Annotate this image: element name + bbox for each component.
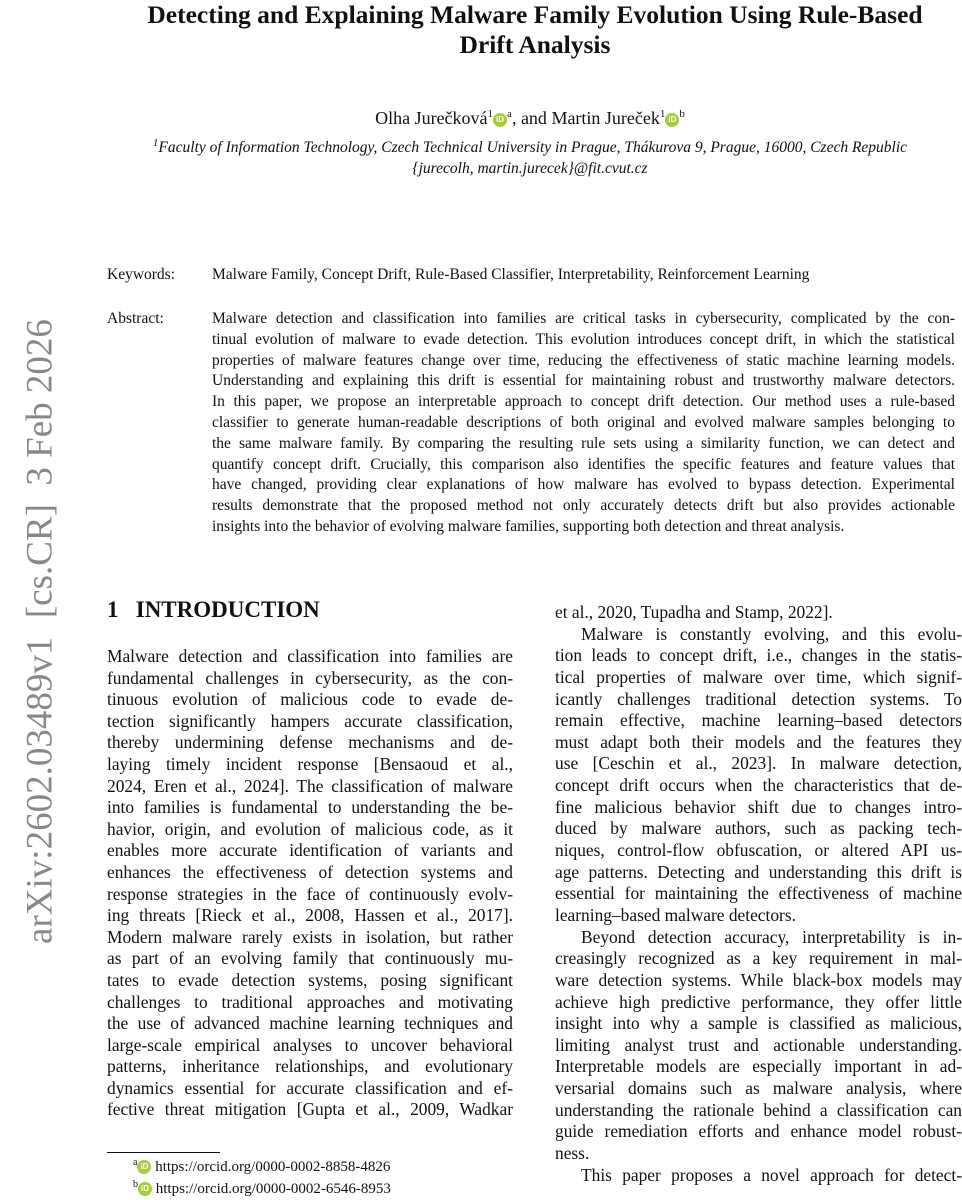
text-line: challenges to traditional approaches and motivating (107, 991, 513, 1012)
text-line: creasingly recognized as a key requirement in mal- (555, 948, 962, 969)
orcid-icon[interactable]: iD (493, 113, 507, 127)
text-line: must adapt both their models and the features they (555, 731, 962, 752)
orcid-link[interactable]: https://orcid.org/0000-0002-8858-4826 (155, 1159, 391, 1175)
text-line: Malware is constantly evolving, and this evolu- (581, 623, 962, 644)
orcid-icon: iD (137, 1160, 151, 1174)
text-line: results demonstrate that the proposed method not only accurately detects drift but also provides actionable (212, 497, 955, 515)
text-line: tinuous evolution of malicious code to evade de- (107, 689, 513, 710)
text-line: enhances the effectiveness of detection systems and (107, 861, 513, 882)
text-line: fine malicious behavior shift due to changes intro- (555, 796, 962, 817)
text-line: properties of malware features change over time, reducing the effectiveness of static machine learning models. (212, 351, 955, 369)
text-line: In this paper, we propose an interpretable approach to concept drift detection. Our method uses a rule-based (212, 393, 955, 411)
left-column-body (107, 646, 513, 1121)
text-line: thereby undermining defense mechanisms and de- (107, 732, 513, 753)
paper-title (100, 0, 962, 60)
affiliation-mark: 1 (152, 137, 159, 149)
text-line: fective threat mitigation [Gupta et al., 2009, Wadkar (107, 1099, 513, 1120)
author-name: Martin Jureček (551, 108, 660, 128)
text-line: tection significantly hampers accurate classification, (107, 710, 513, 731)
text-line: Understanding and explaining this drift is essential for maintaining robust and trustworthy malware detectors. (212, 372, 955, 390)
abstract-text (212, 309, 955, 538)
text-line: concept drift occurs when the characteristics that de- (555, 775, 962, 796)
text-line: Modern malware rarely exists in isolation, but rather (107, 926, 513, 947)
text-line: niques, control-flow obfuscation, or altered API us- (555, 840, 962, 861)
footnote (133, 1157, 390, 1176)
text-line: Beyond detection accuracy, interpretability is in- (581, 926, 962, 947)
text-line: quantify concept drift. Crucially, this comparison also identifies the specific features and feature values that (212, 455, 955, 473)
text-line: tical properties of malware over time, which signif- (555, 666, 962, 687)
text-line: large-scale empirical analyses to uncover behavioral (107, 1034, 513, 1055)
author-line (100, 108, 960, 129)
footnote (133, 1179, 391, 1198)
arxiv-stamp: arXiv:2602.03489v1 [cs.CR] 3 Feb 2026 (19, 319, 61, 944)
text-line: tion leads to concept drift, i.e., changes in the statis- (555, 645, 962, 666)
section-number: 1 (107, 597, 119, 622)
author-emails: {jurecolh, martin.jurecek}@fit.cvut.cz (412, 160, 648, 178)
text-line: essential for maintaining the effectiveness of machine (555, 883, 962, 904)
text-line: tinual evolution of malware to evade detection. This evolution introduces concept drift, in which the statistical (212, 330, 955, 348)
section-heading (107, 597, 320, 623)
text-line: Interpretable models are especially important in ad- (555, 1056, 962, 1077)
text-line: understanding the rationale behind a classification can (555, 1099, 962, 1120)
text-line: havior, origin, and evolution of malicious code, as it (107, 818, 513, 839)
text-line: Malware detection and classification into families are critical tasks in cybersecurity, complicated by the con- (212, 310, 955, 327)
text-line: remain effective, machine learning–based detectors (555, 710, 962, 731)
text-line: the use of advanced machine learning techniques and (107, 1013, 513, 1034)
text-line: insight into why a sample is classified as malicious, (555, 1013, 962, 1034)
text-line: icantly challenges traditional detection systems. To (555, 688, 962, 709)
title-line-1: Detecting and Explaining Malware Family Evolution Using Rule-Based (147, 0, 923, 29)
text-line: ware detection systems. While black-box models may (555, 969, 962, 990)
text-line: duced by malware authors, such as packing tech- (555, 818, 962, 839)
text-line: into families is fundamental to understanding the be- (107, 797, 513, 818)
text-line: guide remediation efforts and enhance model robust- (555, 1121, 962, 1142)
abstract-label: Abstract: (107, 310, 164, 327)
text-line: response strategies in the face of continuously evolv- (107, 883, 513, 904)
text-line: limiting analyst trust and actionable understanding. (555, 1034, 962, 1055)
text-line: patterns, inheritance relationships, and evolutionary (107, 1056, 513, 1077)
title-line-2: Drift Analysis (459, 30, 611, 59)
text-line: classifier to generate human-readable descriptions of both original and evolved malware samples belonging to (212, 413, 955, 431)
affiliation-mark: 1 (487, 108, 494, 120)
text-line: laying timely incident response [Bensaoud et al., (107, 753, 513, 774)
text-line: versarial domains such as malware analysis, where (555, 1078, 962, 1099)
text-line: This paper proposes a novel approach for detect- (581, 1164, 962, 1185)
text-line: have changed, providing clear explanations of how malware has evolved to bypass detection. Experimental (212, 476, 955, 494)
text-line: Malware detection and classification into families are (107, 646, 513, 666)
keywords-label: Keywords: (107, 266, 176, 283)
footnote-mark: a (133, 1157, 138, 1168)
orcid-icon[interactable]: iD (665, 113, 679, 127)
text-line: age patterns. Detecting and understanding this drift is (555, 861, 962, 882)
affiliation (100, 133, 960, 179)
orcid-icon: iD (138, 1182, 152, 1196)
text-line: the same malware family. By comparing the resulting rule sets using a similarity function, we can detect and (212, 434, 955, 452)
orcid-link[interactable]: https://orcid.org/0000-0002-6546-8953 (155, 1181, 391, 1197)
section-title: INTRODUCTION (135, 597, 320, 622)
text-line: as part of an evolving family that continuously mu- (107, 948, 513, 969)
footnote-mark: b (133, 1179, 138, 1190)
author-name: Olha Jurečková (375, 108, 488, 128)
text-line: achieve high predictive performance, they offer little (555, 991, 962, 1012)
author-separator: , and (511, 108, 552, 128)
text-line: ness. (555, 1143, 590, 1164)
text-line: fundamental challenges in cybersecurity, as the con- (107, 667, 513, 688)
footnote-mark: a (507, 108, 512, 120)
affiliation-text: Faculty of Information Technology, Czech Technical University in Prague, Thákurova 9, Prague, 16000, Czech Republic (158, 139, 908, 157)
text-line: tates to evade detection systems, posing significant (107, 969, 513, 990)
text-line: ing threats [Rieck et al., 2008, Hassen et al., 2017]. (107, 905, 513, 926)
right-column-body (555, 602, 962, 1186)
text-line: enables more accurate identification of variants and (107, 840, 513, 861)
text-line: 2024, Eren et al., 2024]. The classification of malware (107, 775, 513, 796)
text-line: et al., 2020, Tupadha and Stamp, 2022]. (555, 602, 833, 622)
text-line: dynamics essential for accurate classification and ef- (107, 1077, 513, 1098)
text-line: use [Ceschin et al., 2023]. In malware detection, (555, 753, 962, 774)
footnote-rule (107, 1152, 220, 1153)
text-line: insights into the behavior of evolving malware families, supporting both detection and threat analysis. (212, 517, 845, 535)
footnote-mark: b (679, 108, 685, 120)
keywords-text: Malware Family, Concept Drift, Rule-Based Classifier, Interpretability, Reinforcement Learning (212, 266, 810, 283)
affiliation-mark: 1 (659, 108, 666, 120)
text-line: learning–based malware detectors. (555, 904, 796, 925)
